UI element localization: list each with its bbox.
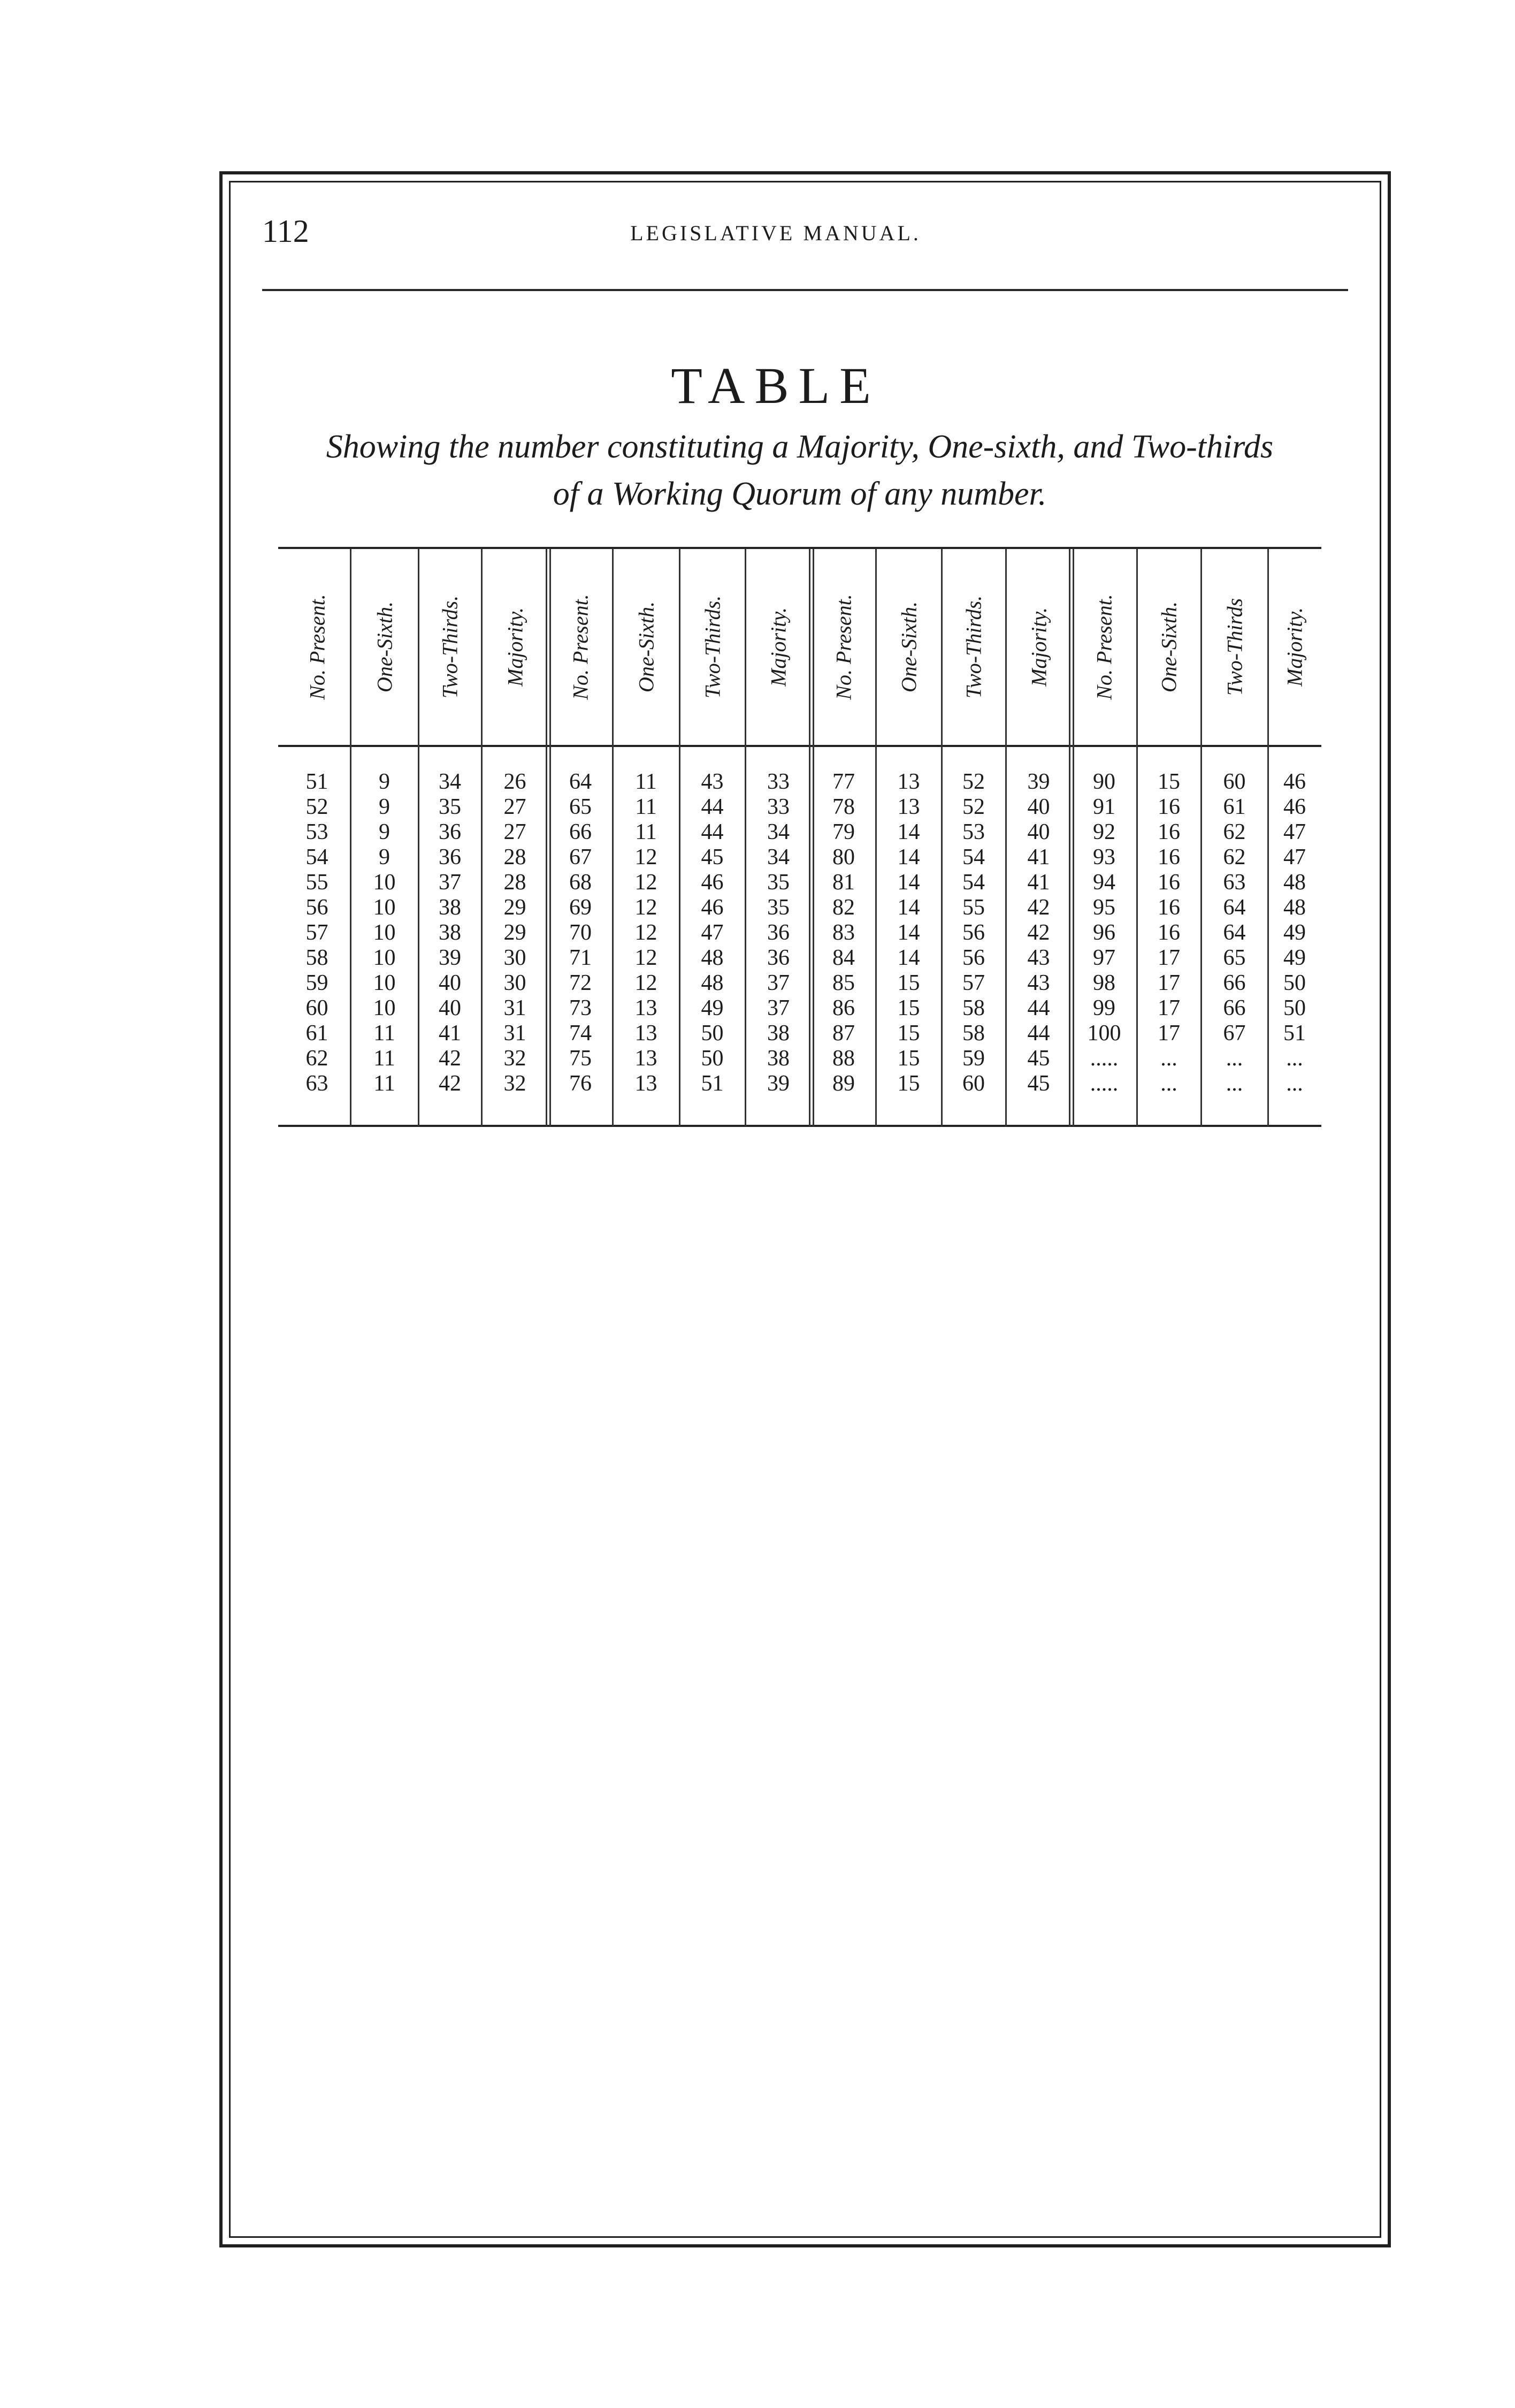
table-cell: 60 xyxy=(1223,769,1246,794)
table-cell: 11 xyxy=(373,1046,395,1071)
table-cell: 12 xyxy=(634,895,657,920)
table-subtitle-line-2: of a Working Quorum of any number. xyxy=(553,476,1047,512)
table-cell: 49 xyxy=(1283,920,1306,945)
table-cell: 84 xyxy=(832,946,855,970)
column-header-label: One-Sixth. xyxy=(1157,601,1181,692)
table-cell: 57 xyxy=(305,920,328,945)
table-cell: 60 xyxy=(962,1071,985,1096)
table-cell: 50 xyxy=(1283,971,1306,995)
table-cell: 14 xyxy=(897,920,920,945)
table-cell: 76 xyxy=(569,1071,592,1096)
table-cell: 63 xyxy=(1223,870,1246,895)
table-cell: 49 xyxy=(1283,946,1306,970)
table-cell: 27 xyxy=(503,795,526,819)
column-header-label: No. Present. xyxy=(305,594,329,700)
column-header xyxy=(418,549,481,745)
table-cell: 69 xyxy=(569,895,592,920)
table-cell: 39 xyxy=(1027,769,1050,794)
table-cell: ..... xyxy=(1090,1046,1119,1071)
table-cell: 12 xyxy=(634,971,657,995)
table-cell: 87 xyxy=(832,1021,855,1046)
table-cell: 79 xyxy=(832,820,855,844)
table-cell: 14 xyxy=(897,895,920,920)
table-cell: 71 xyxy=(569,946,592,970)
column-header xyxy=(1137,549,1201,745)
column-header-label: Majority. xyxy=(766,607,791,687)
table-cell: 13 xyxy=(897,769,920,794)
table-cell: 81 xyxy=(832,870,855,895)
table-cell: 61 xyxy=(305,1021,328,1046)
table-cell: ... xyxy=(1286,1046,1303,1071)
table-cell: 12 xyxy=(634,845,657,870)
table-cell: 54 xyxy=(962,845,985,870)
table-cell: 86 xyxy=(832,996,855,1020)
column-header xyxy=(1201,549,1268,745)
table-cell: 35 xyxy=(767,895,790,920)
table-cell: 15 xyxy=(897,1071,920,1096)
table-cell: ... xyxy=(1226,1071,1243,1096)
column-header-label: No. Present. xyxy=(1092,594,1116,700)
table-cell: 98 xyxy=(1093,971,1115,995)
table-column xyxy=(418,549,481,1125)
table-cell: ... xyxy=(1160,1046,1177,1071)
table-cell: 39 xyxy=(767,1071,790,1096)
column-header-label: Majority. xyxy=(1027,607,1051,687)
table-cell: 33 xyxy=(767,769,790,794)
table-column xyxy=(481,549,548,1125)
table-cell: 48 xyxy=(1283,870,1306,895)
table-cell: 40 xyxy=(439,996,461,1020)
table-cell: 14 xyxy=(897,845,920,870)
column-header-label: Two-Thirds. xyxy=(961,595,986,699)
column-header-label: One-Sixth. xyxy=(897,601,921,692)
table-cell: 59 xyxy=(962,1046,985,1071)
table-cell: 52 xyxy=(962,795,985,819)
table-cell: 75 xyxy=(569,1046,592,1071)
table-cell: 16 xyxy=(1158,920,1180,945)
table-cell: 51 xyxy=(701,1071,724,1096)
column-header xyxy=(1072,549,1137,745)
table-column xyxy=(1201,549,1268,1125)
table-cell: 91 xyxy=(1093,795,1115,819)
table-cell: 54 xyxy=(962,870,985,895)
table-cell: 10 xyxy=(373,870,396,895)
table-cell: 46 xyxy=(701,870,724,895)
table-cell: 63 xyxy=(305,1071,328,1096)
table-cell: 11 xyxy=(635,769,657,794)
table-column xyxy=(679,549,745,1125)
table-column xyxy=(942,549,1006,1125)
table-cell: 29 xyxy=(503,895,526,920)
table-cell: 53 xyxy=(962,820,985,844)
table-cell: 64 xyxy=(1223,895,1246,920)
column-header-label: No. Present. xyxy=(831,594,856,700)
table-cell: 49 xyxy=(701,996,724,1020)
table-column xyxy=(350,549,418,1125)
table-cell: 10 xyxy=(373,920,396,945)
table-cell: ..... xyxy=(1090,1071,1119,1096)
table-cell: 56 xyxy=(305,895,328,920)
table-cell: 74 xyxy=(569,1021,592,1046)
table-cell: 51 xyxy=(1283,1021,1306,1046)
table-cell: 66 xyxy=(1223,971,1246,995)
table-subtitle-line-1: Showing the number constituting a Majority, One-sixth, and Two-thirds xyxy=(326,429,1274,465)
table-cell: 42 xyxy=(439,1046,461,1071)
column-header xyxy=(1006,549,1072,745)
table-cell: 62 xyxy=(1223,820,1246,844)
table-cell: 68 xyxy=(569,870,592,895)
table-column xyxy=(812,549,876,1125)
table-cell: 28 xyxy=(503,870,526,895)
table-cell: 15 xyxy=(897,1021,920,1046)
table-cell: 41 xyxy=(439,1021,461,1046)
table-cell: 14 xyxy=(897,870,920,895)
table-cell: 45 xyxy=(701,845,724,870)
table-cell: 16 xyxy=(1158,845,1180,870)
column-header-label: One-Sixth. xyxy=(372,601,396,692)
table-column xyxy=(1072,549,1137,1125)
table-cell: 31 xyxy=(503,1021,526,1046)
table-cell: 39 xyxy=(439,946,461,970)
table-cell: 64 xyxy=(569,769,592,794)
table-cell: 80 xyxy=(832,845,855,870)
table-cell: 15 xyxy=(1158,769,1180,794)
table-cell: 43 xyxy=(701,769,724,794)
column-header-label: No. Present. xyxy=(568,594,593,700)
table-cell: 44 xyxy=(1027,996,1050,1020)
table-cell: 54 xyxy=(305,845,328,870)
table-cell: 66 xyxy=(569,820,592,844)
table-cell: 67 xyxy=(1223,1021,1246,1046)
table-cell: 40 xyxy=(1027,795,1050,819)
table-cell: ... xyxy=(1160,1071,1177,1096)
table-cell: 92 xyxy=(1093,820,1115,844)
table-cell: 48 xyxy=(701,971,724,995)
table-cell: 11 xyxy=(373,1071,395,1096)
table-cell: 11 xyxy=(635,795,657,819)
table-cell: 27 xyxy=(503,820,526,844)
table-cell: 30 xyxy=(503,971,526,995)
table-cell: 33 xyxy=(767,795,790,819)
table-cell: 62 xyxy=(1223,845,1246,870)
table-cell: 37 xyxy=(767,971,790,995)
table-cell: 46 xyxy=(701,895,724,920)
table-cell: 51 xyxy=(305,769,328,794)
table-cell: 64 xyxy=(1223,920,1246,945)
table-cell: 95 xyxy=(1093,895,1115,920)
table-cell: 36 xyxy=(439,820,461,844)
table-cell: 93 xyxy=(1093,845,1115,870)
table-cell: 65 xyxy=(569,795,592,819)
table-cell: 45 xyxy=(1027,1071,1050,1096)
table-cell: 17 xyxy=(1158,1021,1180,1046)
table-cell: 72 xyxy=(569,971,592,995)
table-cell: 16 xyxy=(1158,870,1180,895)
column-header xyxy=(942,549,1006,745)
table-cell: 88 xyxy=(832,1046,855,1071)
table-cell: 31 xyxy=(503,996,526,1020)
table-cell: 47 xyxy=(1283,820,1306,844)
table-cell: 15 xyxy=(897,996,920,1020)
table-cell: 58 xyxy=(962,1021,985,1046)
table-cell: 78 xyxy=(832,795,855,819)
table-cell: 99 xyxy=(1093,996,1115,1020)
table-cell: 96 xyxy=(1093,920,1115,945)
table-cell: 10 xyxy=(373,996,396,1020)
table-cell: 97 xyxy=(1093,946,1115,970)
table-cell: 9 xyxy=(379,769,390,794)
column-header-label: Two-Thirds xyxy=(1222,598,1246,696)
table-cell: 13 xyxy=(634,1021,657,1046)
table-column xyxy=(284,549,350,1125)
table-cell: 28 xyxy=(503,845,526,870)
table-cell: 11 xyxy=(373,1021,395,1046)
table-cell: 16 xyxy=(1158,795,1180,819)
table-cell: 52 xyxy=(305,795,328,819)
table-cell: 17 xyxy=(1158,971,1180,995)
table-cell: 58 xyxy=(305,946,328,970)
table-column xyxy=(745,549,812,1125)
column-header xyxy=(876,549,942,745)
table-cell: 61 xyxy=(1223,795,1246,819)
table-column xyxy=(1006,549,1072,1125)
page-number: 112 xyxy=(262,214,309,249)
column-header-label: Two-Thirds. xyxy=(438,595,462,699)
table-cell: 35 xyxy=(767,870,790,895)
table-cell: 9 xyxy=(379,820,390,844)
table-cell: 17 xyxy=(1158,946,1180,970)
table-cell: 9 xyxy=(379,845,390,870)
table-cell: 67 xyxy=(569,845,592,870)
table-cell: 16 xyxy=(1158,895,1180,920)
table-cell: 47 xyxy=(701,920,724,945)
table-cell: 50 xyxy=(701,1021,724,1046)
table-cell: 52 xyxy=(962,769,985,794)
table-cell: 65 xyxy=(1223,946,1246,970)
table-cell: 38 xyxy=(767,1021,790,1046)
table-cell: 13 xyxy=(634,1071,657,1096)
table-cell: 90 xyxy=(1093,769,1115,794)
table-cell: 10 xyxy=(373,946,396,970)
column-header xyxy=(745,549,812,745)
table-cell: 47 xyxy=(1283,845,1306,870)
table-cell: 36 xyxy=(767,946,790,970)
table-cell: 12 xyxy=(634,920,657,945)
table-cell: 44 xyxy=(701,820,724,844)
table-cell: 38 xyxy=(439,895,461,920)
column-header xyxy=(350,549,418,745)
table-cell: 29 xyxy=(503,920,526,945)
column-header xyxy=(548,549,613,745)
column-header xyxy=(481,549,548,745)
table-cell: 15 xyxy=(897,971,920,995)
table-cell: 34 xyxy=(439,769,461,794)
table-cell: 37 xyxy=(439,870,461,895)
table-cell: 42 xyxy=(1027,895,1050,920)
table-cell: 85 xyxy=(832,971,855,995)
table-cell: 46 xyxy=(1283,769,1306,794)
column-header-label: Majority. xyxy=(1282,607,1307,687)
table-cell: 66 xyxy=(1223,996,1246,1020)
table-cell: 36 xyxy=(767,920,790,945)
column-header xyxy=(1268,549,1321,745)
table-bottom-rule xyxy=(278,1125,1321,1127)
table-cell: 100 xyxy=(1087,1021,1121,1046)
table-column xyxy=(1137,549,1201,1125)
table-cell: 38 xyxy=(439,920,461,945)
table-cell: 41 xyxy=(1027,870,1050,895)
table-title: TABLE xyxy=(671,357,881,414)
table-column xyxy=(1268,549,1321,1125)
table-cell: 36 xyxy=(439,845,461,870)
table-cell: 77 xyxy=(832,769,855,794)
table-cell: 50 xyxy=(701,1046,724,1071)
table-cell: 13 xyxy=(634,1046,657,1071)
table-cell: 32 xyxy=(503,1046,526,1071)
table-cell: 13 xyxy=(634,996,657,1020)
table-cell: 38 xyxy=(767,1046,790,1071)
table-column xyxy=(876,549,942,1125)
table-cell: 16 xyxy=(1158,820,1180,844)
table-cell: 9 xyxy=(379,795,390,819)
table-cell: 48 xyxy=(701,946,724,970)
table-cell: 56 xyxy=(962,920,985,945)
table-cell: 44 xyxy=(1027,1021,1050,1046)
table-cell: 53 xyxy=(305,820,328,844)
table-cell: 12 xyxy=(634,946,657,970)
table-cell: 57 xyxy=(962,971,985,995)
table-cell: ... xyxy=(1286,1071,1303,1096)
table-cell: 14 xyxy=(897,946,920,970)
table-cell: 10 xyxy=(373,971,396,995)
table-cell: 62 xyxy=(305,1046,328,1071)
table-column xyxy=(613,549,679,1125)
table-cell: 58 xyxy=(962,996,985,1020)
column-header xyxy=(284,549,350,745)
table-cell: 48 xyxy=(1283,895,1306,920)
table-cell: 35 xyxy=(439,795,461,819)
table-cell: 13 xyxy=(897,795,920,819)
table-cell: 55 xyxy=(962,895,985,920)
table-cell: 70 xyxy=(569,920,592,945)
table-cell: 34 xyxy=(767,845,790,870)
table-cell: ... xyxy=(1226,1046,1243,1071)
column-header-label: Two-Thirds. xyxy=(700,595,724,699)
table-cell: 44 xyxy=(701,795,724,819)
column-header xyxy=(679,549,745,745)
table-cell: 83 xyxy=(832,920,855,945)
table-cell: 46 xyxy=(1283,795,1306,819)
table-cell: 14 xyxy=(897,820,920,844)
table-cell: 17 xyxy=(1158,996,1180,1020)
table-cell: 42 xyxy=(1027,920,1050,945)
table-cell: 56 xyxy=(962,946,985,970)
table-cell: 32 xyxy=(503,1071,526,1096)
running-title: LEGISLATIVE MANUAL. xyxy=(630,221,921,245)
column-header xyxy=(812,549,876,745)
table-cell: 82 xyxy=(832,895,855,920)
table-cell: 60 xyxy=(305,996,328,1020)
table-cell: 30 xyxy=(503,946,526,970)
column-header-label: Majority. xyxy=(503,607,527,687)
table-cell: 40 xyxy=(439,971,461,995)
table-cell: 94 xyxy=(1093,870,1115,895)
table-cell: 41 xyxy=(1027,845,1050,870)
table-cell: 73 xyxy=(569,996,592,1020)
table-cell: 26 xyxy=(503,769,526,794)
column-header-label: One-Sixth. xyxy=(634,601,658,692)
table-cell: 10 xyxy=(373,895,396,920)
table-cell: 43 xyxy=(1027,971,1050,995)
table-cell: 59 xyxy=(305,971,328,995)
table-column xyxy=(548,549,613,1125)
table-cell: 34 xyxy=(767,820,790,844)
table-cell: 40 xyxy=(1027,820,1050,844)
table-cell: 11 xyxy=(635,820,657,844)
header-rule xyxy=(262,289,1348,291)
table-cell: 15 xyxy=(897,1046,920,1071)
column-header xyxy=(613,549,679,745)
table-cell: 43 xyxy=(1027,946,1050,970)
table-cell: 45 xyxy=(1027,1046,1050,1071)
table-cell: 37 xyxy=(767,996,790,1020)
table-cell: 89 xyxy=(832,1071,855,1096)
table-cell: 42 xyxy=(439,1071,461,1096)
table-cell: 12 xyxy=(634,870,657,895)
table-cell: 50 xyxy=(1283,996,1306,1020)
table-cell: 55 xyxy=(305,870,328,895)
